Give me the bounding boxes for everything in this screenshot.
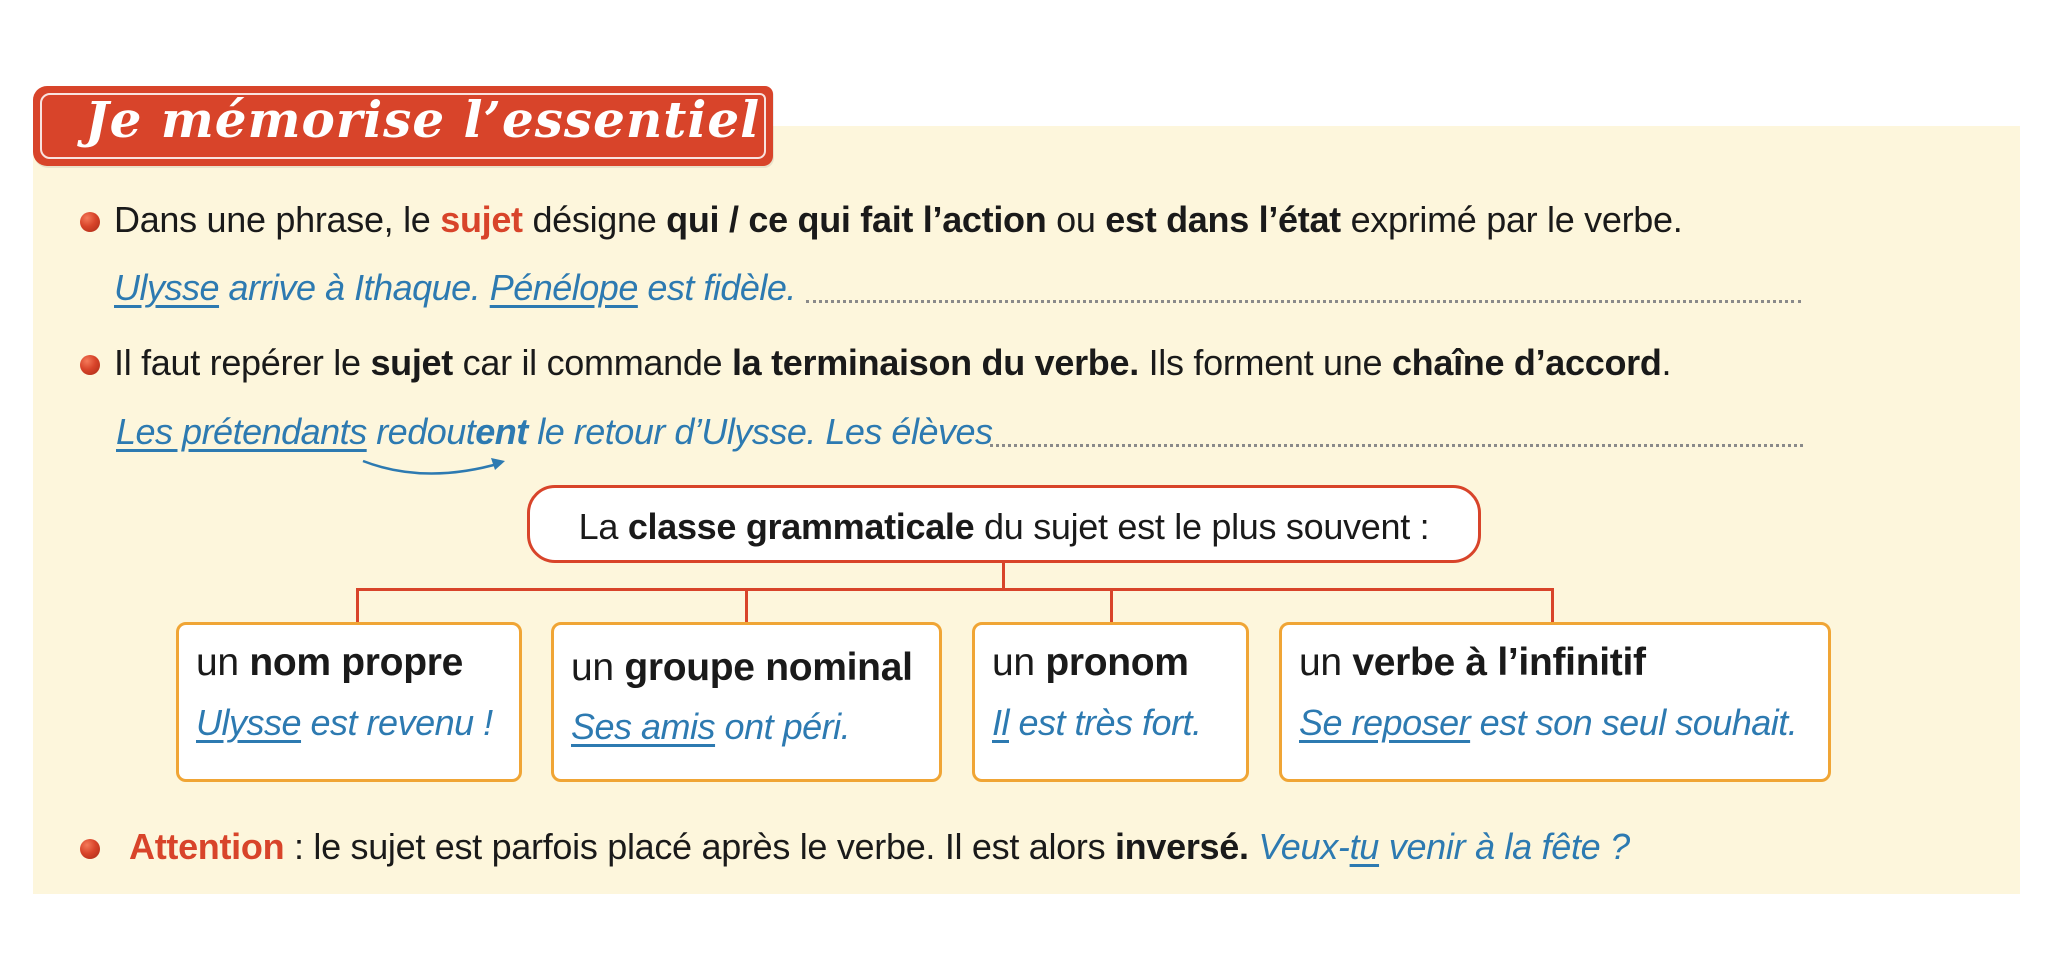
grammatical-class-text-part: La (578, 506, 628, 547)
rule-1-text: désigne (522, 199, 667, 240)
attention-label: Attention (129, 826, 285, 867)
example-1 (114, 266, 796, 310)
category-example (1299, 701, 1797, 745)
category-label: groupe nominal (624, 646, 913, 689)
bullet-icon (80, 212, 100, 232)
title-banner (33, 86, 773, 166)
category-example (196, 701, 493, 745)
example-2 (116, 410, 992, 454)
category-example (571, 705, 850, 749)
grammatical-class-box (527, 485, 1481, 563)
rule-2-emphasis: la terminaison du verbe. (731, 342, 1139, 383)
example-2-verb: redout (366, 411, 476, 452)
example-1-text: est fidèle. (637, 267, 796, 308)
attention-example (1249, 826, 1630, 867)
page-title: Je mémorise l’essentiel (85, 90, 761, 149)
rule-2-text: car il commande (452, 342, 732, 383)
category-label: pronom (1045, 641, 1189, 684)
rule-1-text: exprimé par le verbe. (1340, 199, 1683, 240)
rule-1-emphasis: qui / ce qui fait l’action (666, 199, 1047, 240)
rule-1 (114, 198, 1682, 242)
example-2-answer-line[interactable] (990, 444, 1803, 447)
bullet-icon (80, 839, 100, 859)
attention-text: : le sujet est parfois placé après le verbe. Il est alors (284, 826, 1115, 867)
attention-example-text: Veux- (1248, 826, 1350, 867)
rule-2-emphasis: sujet (370, 342, 453, 383)
example-1-text: arrive à Ithaque. (219, 267, 490, 308)
agreement-arrow-icon (355, 455, 515, 485)
rule-1-text: ou (1046, 199, 1106, 240)
rule-2-text: . (1661, 342, 1672, 383)
attention-emphasis: inversé. (1114, 826, 1249, 867)
category-card-groupe-nominal (551, 622, 942, 782)
category-label: verbe à l’infinitif (1352, 641, 1646, 684)
category-card-nom-propre (176, 622, 522, 782)
example-2-verb-ending: ent (475, 411, 528, 452)
rule-2-emphasis: chaîne d’accord (1391, 342, 1662, 383)
bullet-icon (80, 355, 100, 375)
grammatical-class-text-part: du sujet est le plus souvent : (974, 506, 1430, 547)
example-2-subject: Les prétendants (116, 411, 367, 452)
tree-connector (1551, 588, 1554, 622)
category-example-text: ont péri. (715, 706, 851, 747)
category-title (196, 640, 463, 686)
tree-connector (356, 588, 1554, 591)
rule-2-text: Il faut repérer le (114, 342, 371, 383)
category-prefix: un (571, 646, 625, 689)
tree-connector (1002, 563, 1005, 590)
attention-example-text: venir à la fête ? (1379, 826, 1630, 867)
category-title (1299, 640, 1646, 686)
category-prefix: un (1299, 641, 1353, 684)
category-example-subject: Ulysse (196, 702, 302, 743)
category-example-subject: Il (992, 702, 1009, 743)
grammatical-class-text (530, 505, 1478, 549)
rule-1-keyword: sujet (440, 199, 523, 240)
category-prefix: un (196, 641, 250, 684)
example-1-answer-line[interactable] (806, 300, 1801, 303)
category-example-subject: Se reposer (1299, 702, 1471, 743)
category-title (571, 645, 913, 691)
tree-connector (1110, 588, 1113, 622)
grammatical-class-keyword: classe grammaticale (627, 506, 975, 547)
category-card-pronom (972, 622, 1249, 782)
category-label: nom propre (249, 641, 463, 684)
category-card-verbe-infinitif (1279, 622, 1831, 782)
tree-connector (356, 588, 359, 622)
category-example-text: est revenu ! (301, 702, 493, 743)
rule-2 (114, 341, 1671, 385)
category-prefix: un (992, 641, 1046, 684)
attention-note (129, 825, 1630, 869)
example-1-subject: Pénélope (489, 267, 638, 308)
attention-example-subject: tu (1349, 826, 1380, 867)
category-example-text: est très fort. (1009, 702, 1202, 743)
tree-connector (745, 588, 748, 622)
category-example-text: est son seul souhait. (1470, 702, 1798, 743)
category-example (992, 701, 1202, 745)
example-1-subject: Ulysse (114, 267, 220, 308)
category-example-subject: Ses amis (571, 706, 716, 747)
rule-1-text: Dans une phrase, le (114, 199, 441, 240)
rule-1-emphasis: est dans l’état (1105, 199, 1341, 240)
rule-2-text: Ils forment une (1138, 342, 1392, 383)
example-2-text: le retour d’Ulysse. Les élèves (527, 411, 993, 452)
category-title (992, 640, 1189, 686)
